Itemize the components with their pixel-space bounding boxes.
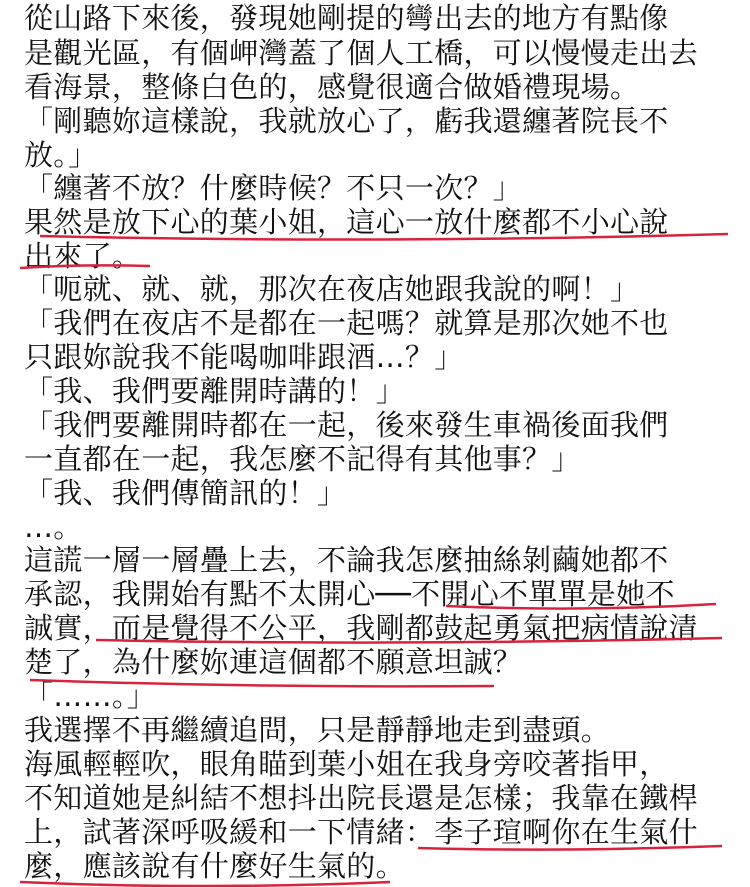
text-line: 放。」 [24, 138, 98, 172]
text-line: …。 [24, 510, 83, 544]
text-line: 「……。」 [24, 679, 157, 713]
text-line: 果然是放下心的葉小姐，這心一放什麼都不小心說 [24, 205, 669, 239]
text-line: 楚了，為什麼妳連這個都不願意坦誠？ [24, 645, 523, 679]
text-line: 從山路下來後，發現她剛提的彎出去的地方有點像 [24, 1, 669, 35]
text-line: 不知道她是糾結不想抖出院長還是怎樣；我靠在鐵桿 [24, 781, 698, 815]
text-line: 看海景，整條白色的，感覺很適合做婚禮現場。 [24, 70, 640, 104]
text-line: 我選擇不再繼續追問，只是靜靜地走到盡頭。 [24, 713, 611, 747]
text-line: 「剛聽妳這樣說，我就放心了，虧我還纏著院長不 [24, 104, 669, 138]
text-line: 「呃就、就、就，那次在夜店她跟我說的啊！」 [24, 272, 640, 306]
text-line: 是觀光區，有個岬灣蓋了個人工橋，可以慢慢走出去 [24, 36, 698, 70]
text-line: 海風輕輕吹，眼角瞄到葉小姐在我身旁咬著指甲， [24, 747, 669, 781]
text-line: 一直都在一起，我怎麼不記得有其他事？」 [24, 442, 581, 476]
text-line: 誠實，而是覺得不公平，我剛都鼓起勇氣把病情說清 [24, 611, 698, 645]
text-line: 「我們在夜店不是都在一起嗎？就算是那次她不也 [24, 306, 669, 340]
text-line: 麼，應該說有什麼好生氣的。 [24, 849, 405, 883]
text-line: 「纏著不放？什麼時候？不只一次？」 [24, 171, 523, 205]
text-line: 「我、我們傳簡訊的！」 [24, 476, 347, 510]
text-line: 「我們要離開時都在一起，後來發生車禍後面我們 [24, 408, 669, 442]
text-line: 出來了。 [24, 239, 142, 273]
text-line: 只跟妳說我不能喝咖啡跟酒…？」 [24, 340, 464, 374]
text-line: 「我、我們要離開時講的！」 [24, 374, 405, 408]
text-line: 承認，我開始有點不太開心──不開心不單單是她不 [24, 577, 675, 611]
text-line: 這謊一層一層疊上去，不論我怎麼抽絲剝繭她都不 [24, 543, 669, 577]
text-line: 上，試著深呼吸緩和一下情緒：李子瑄啊你在生氣什 [24, 815, 698, 849]
